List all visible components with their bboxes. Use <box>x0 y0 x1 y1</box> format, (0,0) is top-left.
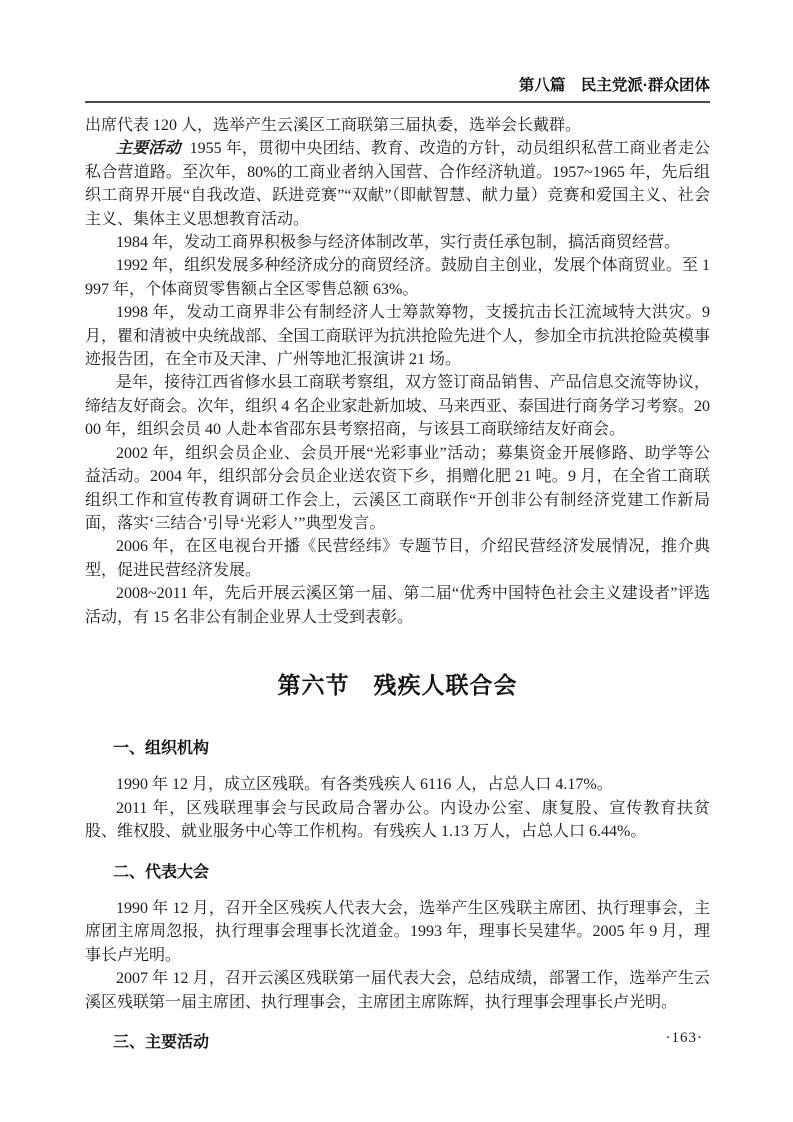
paragraph <box>85 137 710 231</box>
paragraph: 2006 年，在区电视台开播《民营经纬》专题节目，介绍民营经济发展情况，推介典型，促进民营经济发展。 <box>85 538 710 579</box>
paragraph: 1998 年，发动工商界非公有制经济人士筹款筹物，支援抗击长江流域特大洪灾。9 月，瞿和清被中央统战部、全国工商联评为抗洪抢险先进个人，参加全市抗洪抢险英模事迹报告团，在全市及天津、广州等地汇报演讲 21 场。 <box>85 304 710 369</box>
subsection-title-congress: 二、代表大会 <box>113 863 210 881</box>
paragraph: 出席代表 120 人，选举产生云溪区工商联第三届执委，选举会长戴群。 <box>85 117 582 134</box>
page-number: ·163· <box>665 1030 703 1046</box>
subsection-title-main-activities: 三、主要活动 <box>113 1034 210 1051</box>
page-content <box>85 0 710 1067</box>
page-body <box>85 114 710 1054</box>
paragraph: 2008~2011 年，先后开展云溪区第一届、第二届“优秀中国特色社会主义建设者”评选活动，有 15 名非公有制企业界人士受到表彰。 <box>85 585 710 626</box>
paragraph: 2011 年，区残联理事会与民政局合署办公。内设办公室、康复股、宣传教育扶贫股、维权股、就业服务中心等工作机构。有残疾人 1.13 万人，占总人口 6.44%。 <box>85 799 710 841</box>
paragraph: 2007 年 12 月，召开云溪区残联第一届代表大会，总结成绩，部署工作，选举产生云溪区残联第一届主席团、执行理事会，主席团主席陈辉，执行理事会理事长卢光明。 <box>85 970 710 1011</box>
running-header <box>85 0 710 103</box>
paragraph-lead-label: 主要活动 <box>116 140 181 158</box>
section-title: 第六节 残疾人联合会 <box>277 671 518 698</box>
paragraph: 1984 年，发动工商界积极参与经济体制改革，实行责任承包制，搞活商贸经营。 <box>116 234 681 252</box>
paragraph-text: 1955 年，贯彻中央团结、教育、改造的方针，动员组织私营工商业者走公私合营道路。至次年，80%的工商业者纳入国营、合作经济轨道。1957~1965 年，先后组织工商界开展“自我改造、跃进竞赛”“双献”（即献智慧、献力量）竞赛和爱国主义、社会主义、集体主义思想教育活动。 <box>85 140 710 228</box>
paragraph: 1992 年，组织发展多种经济成分的商贸经济。鼓励自主创业，发展个体商贸业。至 1997 年，个体商贸零售额占全区零售总额 63%。 <box>85 257 710 298</box>
paragraph: 1990 年 12 月，成立区残联。有各类残疾人 6116 人，占总人口 4.17%。 <box>116 776 613 794</box>
paragraph: 2002 年，组织会员企业、会员开展“光彩事业”活动；募集资金开展修路、助学等公益活动。2004 年，组织部分会员企业送农资下乡，捐赠化肥 21 吨。9 月，在全省工商联组织工作和宣传教育调研工作会上，云溪区工商联作“开创非公有制经济党建工作新局面，落实‘三结合’引导‘光彩人’”典型发言。 <box>85 444 710 532</box>
paragraph: 是年，接待江西省修水县工商联考察组，双方签订商品销售、产品信息交流等协议，缔结友好商会。次年，组织 4 名企业家赴新加坡、马来西亚、泰国进行商务学习考察。2000 年，组织会员 40 人赴本省邵东县考察招商，与该县工商联缔结友好商会。 <box>85 374 710 439</box>
paragraph: 1990 年 12 月，召开全区残疾人代表大会，选举产生区残联主席团、执行理事会，主席团主席周忽报，执行理事会理事长沈道金。1993 年，理事长吴建华。2005 年 9 月，理事长卢光明。 <box>85 899 710 964</box>
running-header-text: 第八篇 民主党派·群众团体 <box>518 77 710 94</box>
subsection-title-organization: 一、组织机构 <box>113 739 210 757</box>
